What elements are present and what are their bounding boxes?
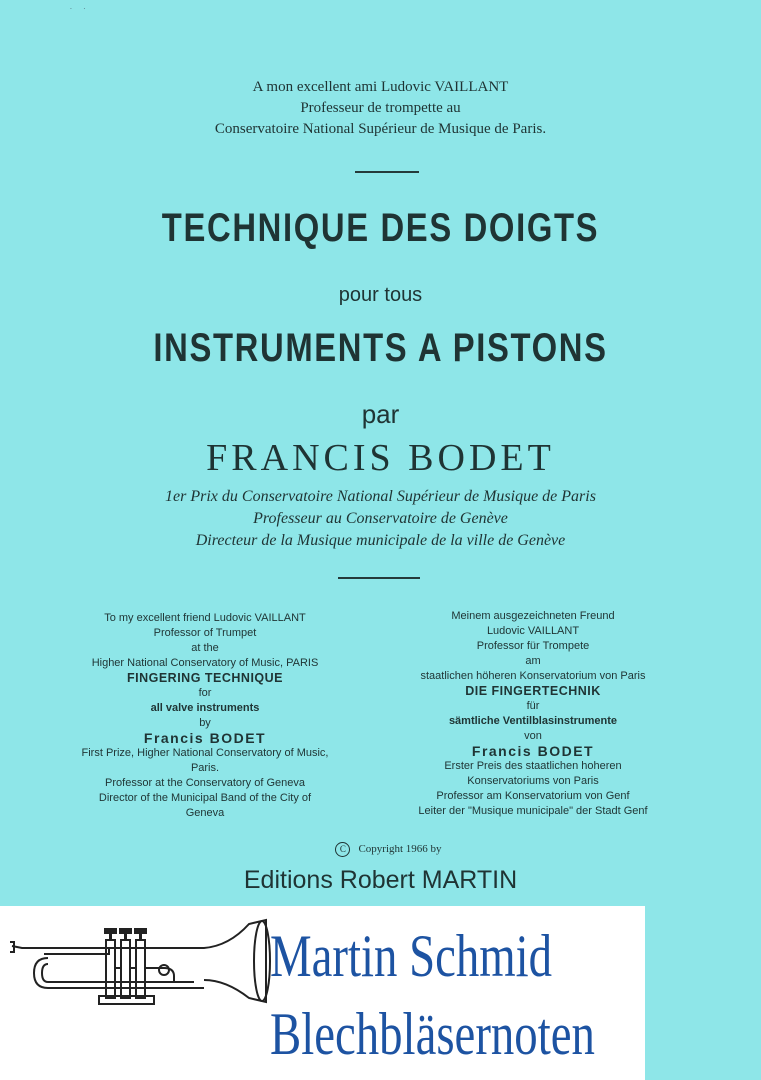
en-line: Paris. — [190, 762, 220, 774]
author-name: FRANCIS BODET — [206, 437, 555, 479]
divider-top — [355, 171, 419, 173]
de-line: Professor am Konservatorium von Genf — [436, 790, 630, 802]
credential-line: Directeur de la Musique municipale de la ville de Genève — [195, 532, 566, 549]
credential-line: Professeur au Conservatoire de Genève — [253, 510, 508, 527]
dedication-fr — [0, 77, 761, 140]
de-line: Leiter der "Musique municipale" der Stadt Genf — [418, 805, 648, 817]
en-line: Higher National Conservatory of Music, PARIS — [91, 657, 319, 669]
dedication-line: Professeur de trompette au — [300, 100, 461, 116]
credentials-fr — [0, 486, 761, 552]
de-line: staatlichen höheren Konservatorium von Paris — [420, 670, 646, 682]
de-line: Erster Preis des staatlichen hoheren — [444, 760, 622, 772]
title-par: par — [361, 399, 400, 429]
title-instruments: INSTRUMENTS A PISTONS — [153, 326, 608, 370]
divider-bottom — [338, 577, 420, 579]
publisher-name: Editions Robert MARTIN — [243, 866, 518, 894]
trumpet-icon — [4, 918, 274, 1008]
de-subtitle: sämtliche Ventilblasinstrumente — [448, 715, 618, 727]
en-line: Geneva — [185, 807, 225, 819]
de-line: von — [524, 730, 542, 742]
scan-specks: · · — [70, 6, 86, 13]
de-line: am — [525, 655, 541, 667]
en-line: at the — [191, 642, 219, 654]
en-line: Professor of Trumpet — [153, 627, 257, 639]
banner-title: Martin Schmid — [270, 923, 553, 989]
en-line: for — [198, 687, 212, 699]
title-technique: TECHNIQUE DES DOIGTS — [161, 206, 600, 250]
en-title: FINGERING TECHNIQUE — [126, 671, 284, 685]
credential-line: 1er Prix du Conservatoire National Supérieur de Musique de Paris — [165, 488, 596, 505]
copyright-line — [8, 842, 761, 857]
de-author: Francis BODET — [471, 743, 595, 759]
de-line: Meinem ausgezeichneten Freund — [451, 610, 615, 622]
en-author: Francis BODET — [143, 730, 267, 746]
copyright-icon: C — [335, 842, 350, 857]
copyright-text: Copyright 1966 by — [358, 843, 442, 856]
en-line: First Prize, Higher National Conservatory of Music, — [81, 747, 329, 759]
title-pour-tous: pour tous — [338, 284, 423, 306]
dedication-line: Conservatoire National Supérieur de Musique de Paris. — [214, 121, 547, 137]
en-line: To my excellent friend Ludovic VAILLANT — [104, 612, 306, 624]
de-title: DIE FINGERTECHNIK — [465, 684, 601, 698]
banner-subtitle: Blechbläsernoten — [270, 1001, 595, 1067]
en-line: Director of the Municipal Band of the City of — [98, 792, 312, 804]
de-line: Professor für Trompete — [476, 640, 590, 652]
de-line: für — [526, 700, 540, 712]
german-column — [388, 609, 678, 819]
de-line: Konservatoriums von Paris — [467, 775, 599, 787]
en-line: Professor at the Conservatory of Geneva — [105, 777, 305, 789]
de-line: Ludovic VAILLANT — [486, 625, 580, 637]
en-line: by — [199, 717, 211, 729]
en-subtitle: all valve instruments — [150, 702, 260, 714]
english-column — [55, 611, 355, 821]
dedication-line: A mon excellent ami Ludovic VAILLANT — [252, 79, 509, 95]
